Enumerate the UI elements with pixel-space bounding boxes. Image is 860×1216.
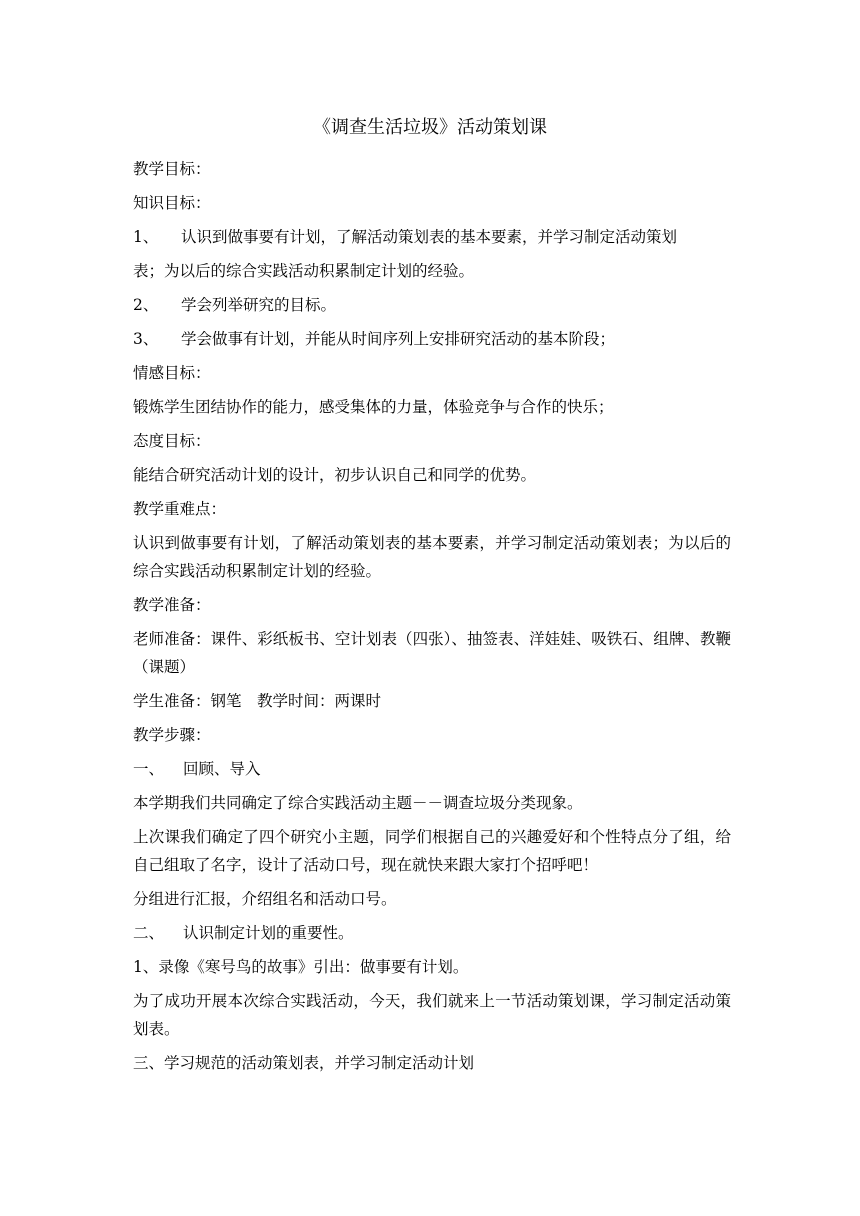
emotion-goals-heading: 情感目标： xyxy=(133,364,211,382)
step-marker: 一、 xyxy=(133,760,165,778)
document-body xyxy=(133,155,731,1083)
goal-marker: 2、 xyxy=(133,296,159,314)
step-2-paragraph-2: 为了成功开展本次综合实践活动，今天，我们就来上一节活动策划课，学习制定活动策划表。 xyxy=(133,992,731,1038)
document-title: 《调查生活垃圾》活动策划课 xyxy=(313,117,547,138)
attitude-goals-text: 能结合研究活动计划的设计，初步认识自己和同学的优势。 xyxy=(133,466,537,484)
teaching-steps-heading: 教学步骤： xyxy=(133,726,211,744)
goal-text: 学会列举研究的目标。 xyxy=(181,296,337,314)
goal-marker: 3、 xyxy=(133,330,159,348)
attitude-goals-heading: 态度目标： xyxy=(133,432,211,450)
goal-item-2 xyxy=(133,291,731,319)
step-1-paragraph-3: 分组进行汇报，介绍组名和活动口号。 xyxy=(133,890,397,908)
student-preparation: 学生准备：钢笔 教学时间：两课时 xyxy=(133,692,382,710)
goal-item-1-continuation: 表；为以后的综合实践活动积累制定计划的经验。 xyxy=(133,262,475,280)
step-1-paragraph-2: 上次课我们确定了四个研究小主题，同学们根据自己的兴趣爱好和个性特点分了组，给自己组取了名字，设计了活动口号，现在就快来跟大家打个招呼吧！ xyxy=(133,828,731,874)
step-heading-1 xyxy=(133,755,731,783)
goal-text: 学会做事有计划，并能从时间序列上安排研究活动的基本阶段； xyxy=(181,330,616,348)
step-marker: 二、 xyxy=(133,924,165,942)
key-points-text: 认识到做事要有计划，了解活动策划表的基本要素，并学习制定活动策划表；为以后的综合实践活动积累制定计划的经验。 xyxy=(133,534,731,580)
teaching-goals-heading: 教学目标： xyxy=(133,160,211,178)
emotion-goals-text: 锻炼学生团结协作的能力，感受集体的力量，体验竞争与合作的快乐； xyxy=(133,398,614,416)
goal-marker: 1、 xyxy=(133,228,159,246)
preparation-heading: 教学准备： xyxy=(133,596,211,614)
step-title: 回顾、导入 xyxy=(183,760,261,778)
knowledge-goals-heading: 知识目标： xyxy=(133,194,211,212)
goal-item-1 xyxy=(133,223,731,251)
goal-text: 认识到做事要有计划，了解活动策划表的基本要素，并学习制定活动策划 xyxy=(181,228,678,246)
step-heading-3: 三、学习规范的活动策划表，并学习制定活动计划 xyxy=(133,1054,475,1072)
goal-item-3 xyxy=(133,325,731,353)
step-1-paragraph-1: 本学期我们共同确定了综合实践活动主题－－调查垃圾分类现象。 xyxy=(133,794,583,812)
step-2-paragraph-1: 1、录像《寒号鸟的故事》引出：做事要有计划。 xyxy=(133,958,469,976)
step-heading-2 xyxy=(133,919,731,947)
teacher-preparation: 老师准备：课件、彩纸板书、空计划表（四张）、抽签表、洋娃娃、吸铁石、组牌、教鞭（课题） xyxy=(133,630,731,676)
key-points-heading: 教学重难点： xyxy=(133,500,227,518)
step-title: 认识制定计划的重要性。 xyxy=(183,924,354,942)
